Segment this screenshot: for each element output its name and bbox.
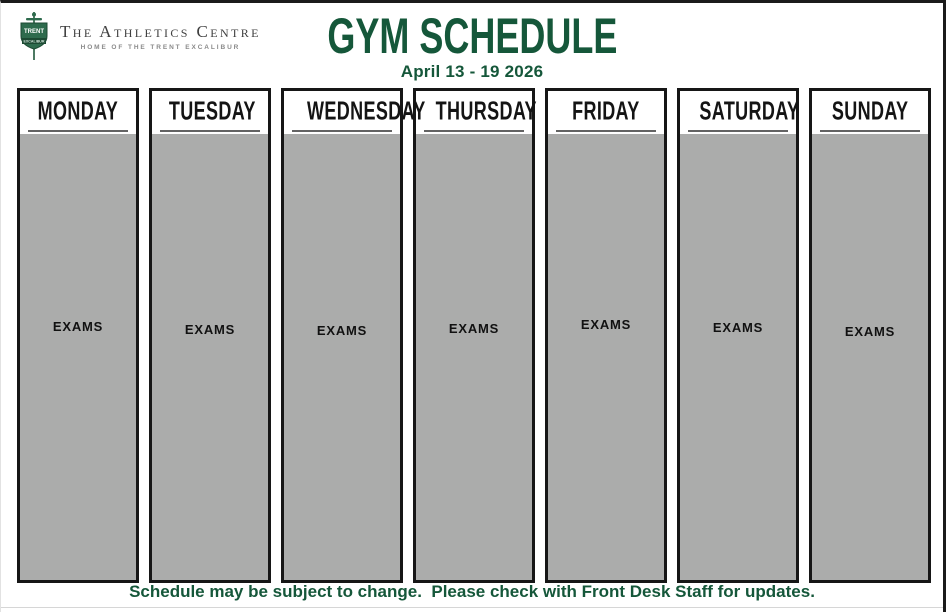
day-column-wednesday [281, 88, 426, 583]
day-header-divider [160, 130, 260, 132]
bottom-divider [1, 607, 943, 608]
day-column-thursday [413, 88, 535, 583]
day-header-divider [688, 130, 788, 132]
day-body [152, 134, 268, 580]
schedule-change-notice: Schedule may be subject to change. Please check with Front Desk Staff for updates. [129, 582, 815, 601]
date-range: April 13 - 19 2026 [400, 62, 544, 81]
day-label: SUNDAY [831, 96, 909, 126]
page-title: GYM SCHEDULE [326, 8, 618, 65]
status-label: EXAMS [184, 322, 236, 337]
day-header-divider [556, 130, 656, 132]
day-header [680, 91, 800, 130]
status-label: EXAMS [580, 317, 632, 332]
status-label: EXAMS [844, 324, 896, 339]
day-column-saturday [677, 88, 799, 583]
day-header-divider [28, 130, 128, 132]
day-header [416, 91, 537, 130]
day-label: SATURDAY [699, 96, 800, 126]
day-label: THURSDAY [435, 96, 537, 126]
status-label: EXAMS [712, 320, 764, 335]
schedule-grid [17, 88, 931, 583]
crest-top-text: TRENT [24, 29, 44, 35]
day-header [20, 91, 136, 130]
day-header [152, 91, 268, 130]
status-label: EXAMS [52, 319, 104, 334]
day-body [20, 134, 136, 580]
day-header [284, 91, 426, 130]
status-label: EXAMS [316, 323, 368, 338]
day-body [548, 134, 664, 580]
day-header [548, 91, 664, 130]
brand-name: The Athletics Centre [60, 21, 261, 41]
day-header [812, 91, 928, 130]
title-block [1, 8, 943, 82]
day-column-sunday [809, 88, 931, 583]
day-column-friday [545, 88, 667, 583]
brand-tagline: HOME OF THE TRENT EXCALIBUR [80, 43, 241, 51]
day-body [416, 134, 532, 580]
day-label: TUESDAY [168, 96, 256, 126]
day-column-tuesday [149, 88, 271, 583]
day-header-divider [820, 130, 920, 132]
crest-banner-text: EXCALIBUR [23, 39, 45, 44]
day-body [680, 134, 796, 580]
day-label: MONDAY [37, 96, 119, 126]
day-header-divider [292, 130, 392, 132]
day-body [812, 134, 928, 580]
day-label: FRIDAY [572, 96, 640, 126]
day-label: WEDNESDAY [307, 96, 426, 126]
day-body [284, 134, 400, 580]
day-column-monday [17, 88, 139, 583]
day-header-divider [424, 130, 524, 132]
page-header [1, 3, 943, 88]
status-label: EXAMS [448, 321, 500, 336]
